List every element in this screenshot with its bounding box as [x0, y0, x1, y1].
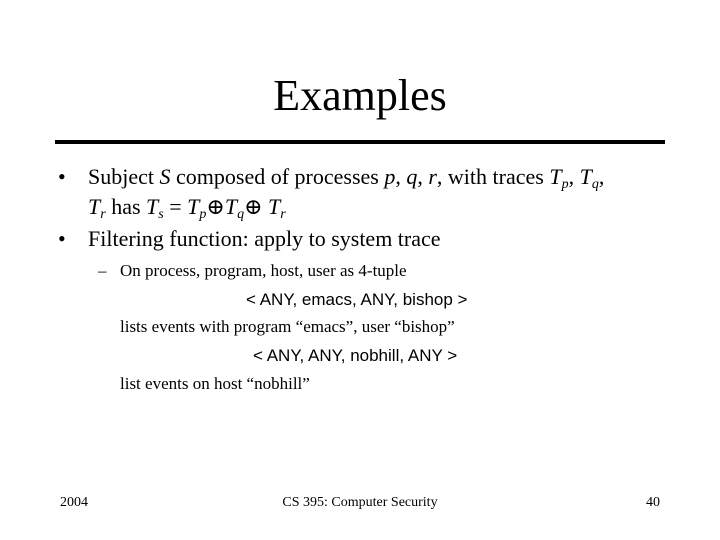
slide-title: Examples: [273, 71, 447, 120]
bullet-subject-line2: $T_r$ has $T_s$ = $T_p\oplus T_q\oplus$ $T_r$: [88, 194, 286, 222]
sub-bullet-marker: –: [98, 261, 107, 280]
tuple-example-1: < ANY, emacs, ANY, bishop >: [246, 290, 468, 309]
footer-year: 2004: [60, 495, 88, 510]
footer-page-number: 40: [646, 495, 660, 510]
bullet-subject-line1: Subject S composed of processes p, q, r, with traces $T_p$, $T_q$,: [88, 164, 605, 192]
title-divider: [55, 140, 665, 144]
tuple-note-2: list events on host “nobhill”: [120, 374, 310, 393]
sub-bullet-tuple: On process, program, host, user as 4-tuple: [120, 261, 407, 280]
footer-course: CS 395: Computer Security: [282, 495, 438, 510]
tuple-note-1: lists events with program “emacs”, user “bishop”: [120, 317, 455, 336]
tuple-example-2: < ANY, ANY, nobhill, ANY >: [253, 346, 458, 365]
bullet-marker: •: [58, 226, 66, 251]
bullet-marker: •: [58, 164, 66, 189]
bullet-filtering: Filtering function: apply to system trace: [88, 226, 441, 251]
